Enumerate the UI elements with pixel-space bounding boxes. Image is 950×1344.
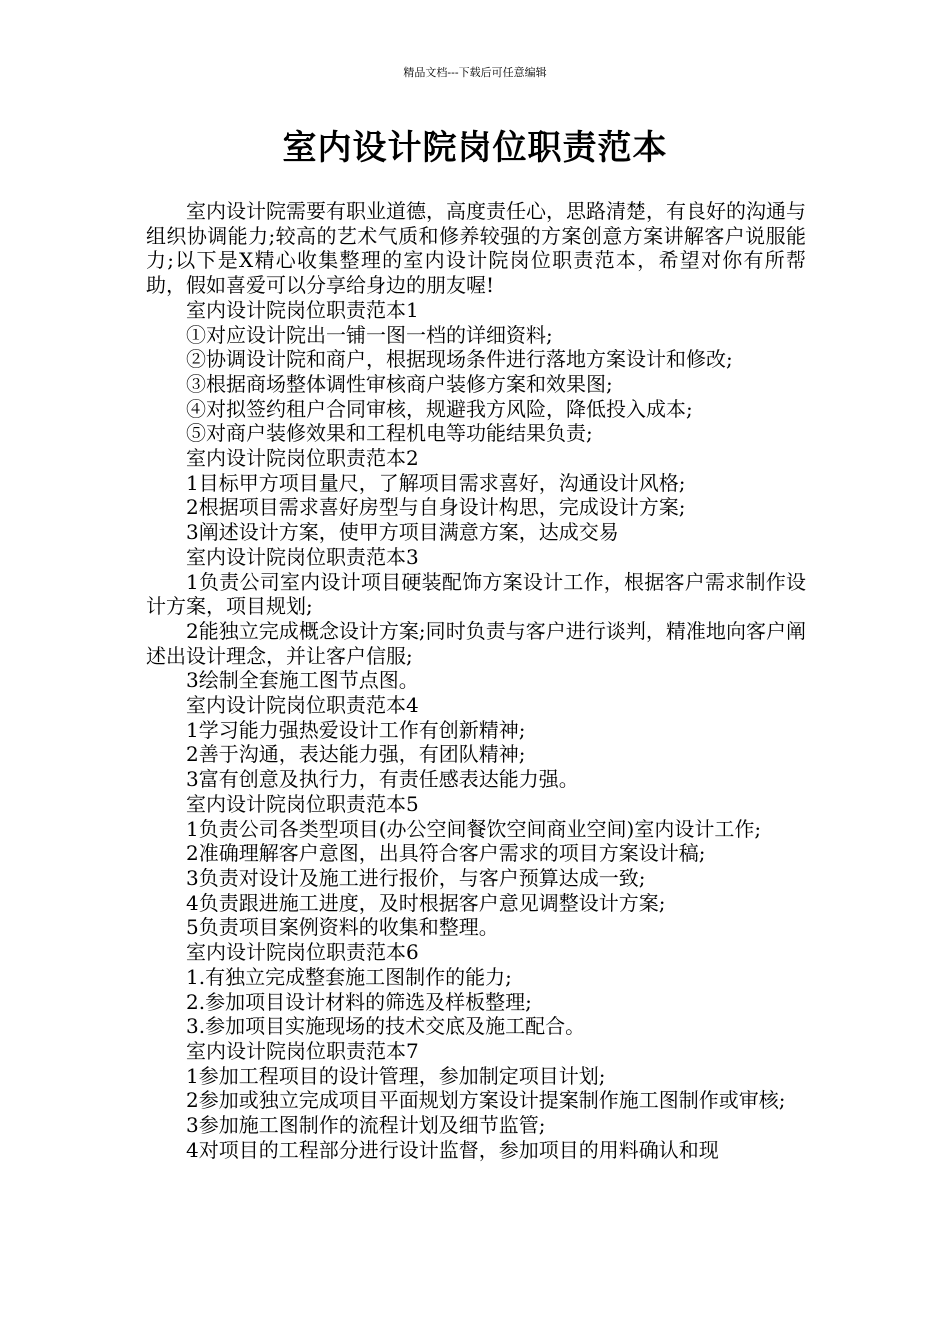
section-heading-1: 室内设计院岗位职责范本1 <box>186 297 419 322</box>
section-heading-6: 室内设计院岗位职责范本6 <box>186 940 419 965</box>
intro-paragraph: 室内设计院需要有职业道德，高度责任心，思路清楚，有良好的沟通与组织协调能力;较高的艺术气质和修养较强的方案创意方案讲解客户说服能力;以下是X精心收集整理的室内设计院岗位职责范本，希望对你有所帮助，假如喜爱可以分享给身边的朋友喔! <box>146 199 806 298</box>
list-item: ②协调设计院和商户，根据现场条件进行落地方案设计和修改; <box>186 347 733 372</box>
list-item: 3负责对设计及施工进行报价，与客户预算达成一致; <box>186 865 646 890</box>
list-item: 2参加或独立完成项目平面规划方案设计提案制作施工图制作或审核; <box>186 1088 786 1113</box>
section-heading-4: 室内设计院岗位职责范本4 <box>186 693 419 718</box>
section-heading-3: 室内设计院岗位职责范本3 <box>186 544 419 569</box>
list-item: ③根据商场整体调性审核商户装修方案和效果图; <box>186 371 613 396</box>
list-item: 1学习能力强热爱设计工作有创新精神; <box>186 717 526 742</box>
list-item: 4负责跟进施工进度，及时根据客户意见调整设计方案; <box>186 890 666 915</box>
document-body <box>146 199 806 1162</box>
list-item: 1目标甲方项目量尺，了解项目需求喜好，沟通设计风格; <box>186 470 686 495</box>
list-item: ①对应设计院出一铺一图一档的详细资料; <box>186 322 553 347</box>
list-item: 3富有创意及执行力，有责任感表达能力强。 <box>186 767 579 792</box>
list-item: 5负责项目案例资料的收集和整理。 <box>186 915 499 940</box>
list-item: 2善于沟通，表达能力强，有团队精神; <box>186 742 526 767</box>
list-item: 3.参加项目实施现场的技术交底及施工配合。 <box>186 1014 586 1039</box>
list-item: 2.参加项目设计材料的筛选及样板整理; <box>186 989 532 1014</box>
list-item: 4对项目的工程部分进行设计监督，参加项目的用料确认和现 <box>186 1137 719 1162</box>
list-item: 2根据项目需求喜好房型与自身设计构思，完成设计方案; <box>186 495 686 520</box>
list-item: 1.有独立完成整套施工图制作的能力; <box>186 964 512 989</box>
section-heading-2: 室内设计院岗位职责范本2 <box>186 446 419 471</box>
list-item: ④对拟签约租户合同审核，规避我方风险，降低投入成本; <box>186 396 693 421</box>
list-item: 3参加施工图制作的流程计划及细节监管; <box>186 1113 546 1138</box>
section-heading-5: 室内设计院岗位职责范本5 <box>186 791 419 816</box>
list-item: 1负责公司室内设计项目硬装配饰方案设计工作，根据客户需求制作设计方案，项目规划; <box>146 569 806 619</box>
list-item: 2准确理解客户意图，出具符合客户需求的项目方案设计稿; <box>186 841 706 866</box>
header-note: 精品文档---下载后可任意编辑 <box>403 66 547 79</box>
list-item: 2能独立完成概念设计方案;同时负责与客户进行谈判，精准地向客户阐述出设计理念，并让客户信服; <box>146 618 806 668</box>
list-item: 3阐述设计方案，使甲方项目满意方案，达成交易 <box>186 520 619 545</box>
list-item: 1负责公司各类型项目(办公空间餐饮空间商业空间)室内设计工作; <box>186 816 762 841</box>
section-heading-7: 室内设计院岗位职责范本7 <box>186 1038 419 1063</box>
list-item: 1参加工程项目的设计管理，参加制定项目计划; <box>186 1063 606 1088</box>
list-item: 3绘制全套施工图节点图。 <box>186 668 419 693</box>
list-item: ⑤对商户装修效果和工程机电等功能结果负责; <box>186 421 593 446</box>
document-title: 室内设计院岗位职责范本 <box>282 128 668 168</box>
